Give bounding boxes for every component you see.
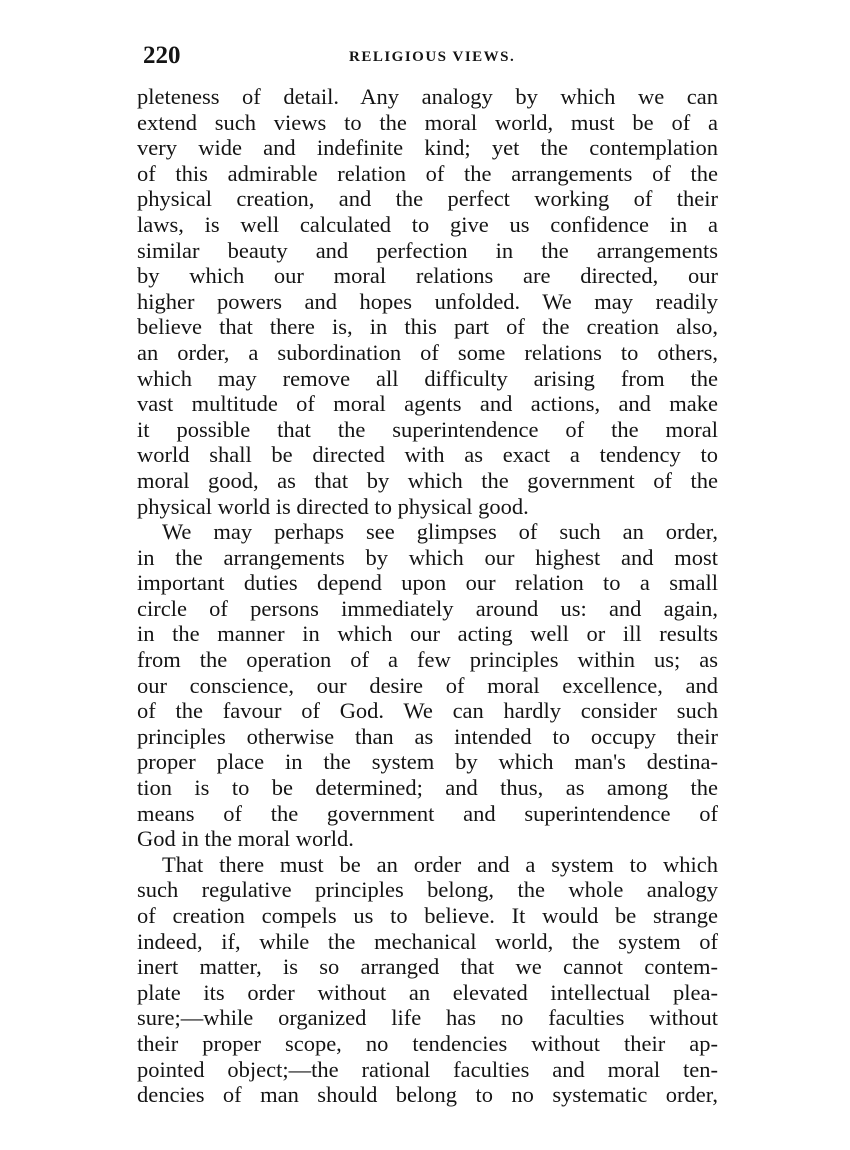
text-line: sure;—while organized life has no faculties without xyxy=(137,1005,718,1031)
text-line: in the arrangements by which our highest and most xyxy=(137,544,718,570)
text-line: circle of persons immediately around us: and again, xyxy=(137,595,718,621)
text-line: principles otherwise than as intended to occupy their xyxy=(137,723,718,749)
text-line: of the favour of God. We can hardly consider such xyxy=(137,698,718,724)
paragraph-first-line: That there must be an order and a system to which xyxy=(162,851,718,877)
text-line: pointed object;—the rational faculties and moral ten- xyxy=(137,1056,718,1082)
page-number: 220 xyxy=(143,42,181,69)
text-line: moral good, as that by which the government of the xyxy=(137,467,718,493)
text-line: tion is to be determined; and thus, as among the xyxy=(137,775,718,801)
paragraph-end-line: God in the moral world. xyxy=(137,826,354,852)
text-line: by which our moral relations are directed, our xyxy=(137,263,718,289)
text-line: plate its order without an elevated intellectual plea- xyxy=(137,979,718,1005)
text-line: from the operation of a few principles within us; as xyxy=(137,647,718,673)
text-line: very wide and indefinite kind; yet the contemplation xyxy=(137,135,718,161)
text-line: vast multitude of moral agents and actions, and make xyxy=(137,391,718,417)
text-line: it possible that the superintendence of the moral xyxy=(137,416,718,442)
text-line: dencies of man should belong to no systematic order, xyxy=(137,1082,718,1108)
text-line: believe that there is, in this part of the creation also, xyxy=(137,314,718,340)
text-line: such regulative principles belong, the whole analogy xyxy=(137,877,718,903)
body-text xyxy=(137,84,718,1108)
text-line: physical creation, and the perfect working of their xyxy=(137,186,718,212)
text-line: an order, a subordination of some relations to others, xyxy=(137,339,718,365)
text-line: their proper scope, no tendencies without their ap- xyxy=(137,1030,718,1056)
text-line: world shall be directed with as exact a tendency to xyxy=(137,442,718,468)
running-title: RELIGIOUS VIEWS. xyxy=(349,49,516,65)
text-line: important duties depend upon our relation to a small xyxy=(137,570,718,596)
text-line: in the manner in which our acting well or ill results xyxy=(137,621,718,647)
text-line: means of the government and superintendence of xyxy=(137,800,718,826)
text-line: our conscience, our desire of moral excellence, and xyxy=(137,672,718,698)
text-line: of this admirable relation of the arrangements of the xyxy=(137,160,718,186)
text-line: higher powers and hopes unfolded. We may readily xyxy=(137,288,718,314)
running-head xyxy=(143,40,718,72)
text-line: which may remove all difficulty arising from the xyxy=(137,365,718,391)
text-line: laws, is well calculated to give us confidence in a xyxy=(137,211,718,237)
text-line: extend such views to the moral world, must be of a xyxy=(137,109,718,135)
text-line: indeed, if, while the mechanical world, the system of xyxy=(137,928,718,954)
paragraph-end-line: physical world is directed to physical good. xyxy=(137,493,529,519)
text-line: proper place in the system by which man's destina- xyxy=(137,749,718,775)
text-line: similar beauty and perfection in the arrangements xyxy=(137,237,718,263)
paragraph-first-line: We may perhaps see glimpses of such an order, xyxy=(162,519,718,545)
text-line: of creation compels us to believe. It would be strange xyxy=(137,903,718,928)
text-line: inert matter, is so arranged that we cannot contem- xyxy=(137,954,718,980)
text-line: pleteness of detail. Any analogy by which we can xyxy=(137,84,718,109)
